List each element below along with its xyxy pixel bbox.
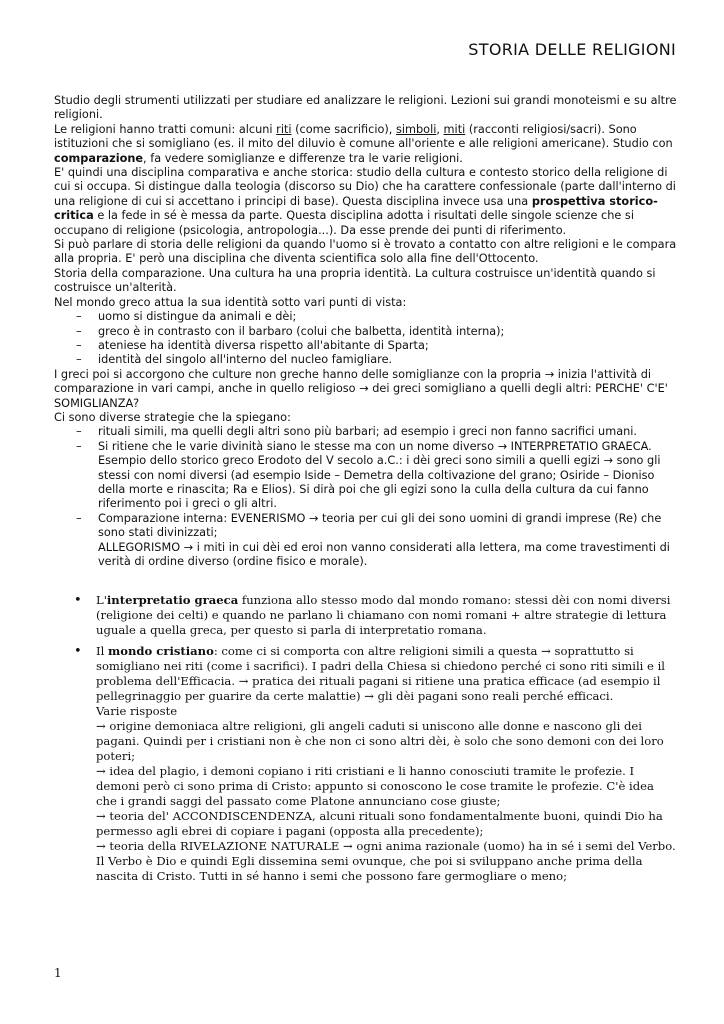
text-run: e la fede in sé è messa da parte. Questa disciplina adotta i risultati delle singole scienze che si occupano di religione (psicologia, antropologia...). Da esse prende dei punti di riferimento. — [54, 209, 634, 237]
text-run: (come sacrificio), — [291, 122, 396, 136]
text-run: , fa vedere somiglianze e differenze tra le varie religioni. — [143, 151, 463, 165]
greek-identity-list — [54, 310, 678, 368]
text-run: (racconti religiosi/sacri). Sono istituzioni che si somigliano (es. il mito del diluvio è comune all'oriente e alle religioni americane). Studio con — [54, 122, 673, 151]
text-line: → idea del plagio, i demoni copiano i riti cristiani e li hanno conosciuti tramite le profezie. I demoni però ci sono prima di Cristo: appunto si conoscono le cose tramite le profezie. C'è idea che i grandi saggi del passato come Platone annunciano cose giuste; — [96, 764, 654, 809]
bullet-item-mondo-cristiano — [74, 644, 678, 884]
text-line: Varie risposte — [96, 704, 178, 719]
list-item — [76, 425, 678, 439]
list-item — [76, 511, 678, 570]
intro-paragraph-3 — [54, 166, 678, 238]
bullet-marker: • — [74, 644, 82, 660]
bullet-item-interpretatio — [74, 593, 678, 638]
bold-prospettiva: prospettiva storico-critica — [54, 194, 658, 223]
dash-marker: – — [76, 338, 82, 352]
list-item-text: uomo si distingue da animali e dèi; — [98, 310, 297, 324]
list-item-text: identità del singolo all'interno del nucleo famigliare. — [98, 353, 393, 367]
underlined-simboli: simboli — [395, 122, 437, 136]
document-header-title: STORIA DELLE RELIGIONI — [468, 40, 676, 59]
text-run: Le religioni hanno tratti comuni: alcuni — [54, 122, 277, 136]
text-run: : come ci si comporta con altre religioni simili a questa → soprattutto si somigliano nei riti (come i sacrifici). I padri della Chiesa si chiedono perché ci sono riti simili e il problema dell'Efficacia. → pratica dei rituali pagani si ritiene una pratica efficace (ad esempio il pellegrinaggio per guarire da certe malattie) → gli dèi pagani sono reali perché efficaci. — [96, 644, 666, 704]
list-item-text: rituali simili, ma quelli degli altri sono più barbari; ad esempio i greci non fanno sacrifici umani. — [98, 425, 638, 439]
dash-marker: – — [76, 511, 82, 525]
dash-marker: – — [76, 353, 82, 367]
list-item — [76, 353, 678, 367]
intro-paragraph-1: Studio degli strumenti utilizzati per studiare ed analizzare le religioni. Lezioni sui grandi monoteismi e su altre religioni. — [54, 94, 677, 122]
intro-paragraph-6: Nel mondo greco attua la sua identità sotto vari punti di vista: — [54, 295, 407, 309]
text-line: → teoria del' ACCONDISCENDENZA, alcuni rituali sono fondamentalmente buoni, quindi Dio ha permesso agli ebrei di copiare i pagani (opposta alla precedente); — [96, 809, 663, 839]
intro-paragraph-4: Si può parlare di storia delle religioni da quando l'uomo si è trovato a contatto con altre religioni e le compara alla propria. E' però una disciplina che diventa scientifica solo alla fine dell'Ottocento. — [54, 238, 677, 266]
dash-marker: – — [76, 324, 82, 338]
document-body — [54, 94, 678, 890]
bold-interpretatio-graeca: interpretatio graeca — [106, 593, 239, 608]
list-item-text: ateniese ha identità diversa rispetto all'abitante di Sparta; — [98, 338, 429, 352]
text-run: funziona allo stesso modo dal mondo romano: stessi dèi con nomi diversi (religione dei celti) e quando ne parlano li chiamano con nomi romani + altre strategie di lettura uguale a quella greca, per questo si parla di interpretatio romana. — [96, 593, 671, 638]
strategies-intro: Ci sono diverse strategie che la spiegano: — [54, 410, 291, 424]
bold-comparazione: comparazione — [54, 151, 144, 165]
text-line: → origine demoniaca altre religioni, gli angeli caduti si uniscono alle donne e nascono gli dei pagani. Quindi per i cristiani non è che non ci sono altri dèi, è solo che sono demoni con dei loro poteri; — [96, 719, 664, 764]
text-run: E' quindi una disciplina comparativa e anche storica: studio della cultura e contesto storico della religione di cui si occupa. Si distingue dalla teologia (discorso su Dio) che ha carattere confessionale (parte dall'interno di una religione di cui si accettano i principi di base). Questa disciplina invece usa una — [54, 166, 676, 208]
list-item-text: Comparazione interna: EVENERISMO → teoria per cui gli dei sono uomini di grandi imprese (Re) che sono stati divinizzati; — [98, 511, 662, 540]
dash-marker: – — [76, 310, 82, 324]
text-run: L' — [96, 593, 107, 608]
list-item — [76, 439, 678, 512]
underlined-riti: riti — [276, 122, 292, 136]
list-item — [76, 310, 678, 324]
strategies-list — [54, 425, 678, 569]
dash-marker: – — [76, 425, 82, 439]
text-line: → teoria della RIVELAZIONE NATURALE → ogni anima razionale (uomo) ha in sé i semi del Verbo. Il Verbo è Dio e quindi Egli dissemina semi ovunque, che poi si sviluppano anche prima della nascita di Cristo. Tutti in sé hanno i semi che possono fare germogliare o meno; — [96, 839, 676, 884]
list-item-text: Si ritiene che le varie divinità siano le stesse ma con un nome diverso → INTERPRETATIO GRAECA. Esempio dello storico greco Erodoto del V secolo a.C.: i dèi greci sono simili a quelli egizi → sono gli stessi con nomi diversi (ad esempio Iside – Demetra della coltivazione del grano; Osiride – Dioniso della morte e rinascita; Ra e Elios). Si dirà poi che gli egizi sono la culla della cultura da cui fanno riferimento poi i greci o gli altri. — [98, 439, 661, 511]
text-run: , — [436, 122, 444, 136]
bullet-list — [54, 593, 678, 884]
spacer — [54, 569, 678, 593]
list-item-text: ALLEGORISMO → i miti in cui dèi ed eroi non vanno considerati alla lettera, ma come travestimenti di verità di ordine diverso (ordine fisico e morale). — [98, 540, 670, 568]
intro-paragraph-2 — [54, 123, 678, 166]
intro-paragraph-5: Storia della comparazione. Una cultura ha una propria identità. La cultura costruisce un'identità quando si costruisce un'alterità. — [54, 266, 656, 295]
bullet-marker: • — [74, 593, 82, 609]
similarity-paragraph: I greci poi si accorgono che culture non greche hanno delle somiglianze con la propria → inizia l'attività di comparazione in vari campi, anche in quello religioso → dei greci somigliano a quelli degli altri: PERCHE' C'E' SOMIGLIANZA? — [54, 367, 668, 410]
list-item — [76, 338, 678, 353]
dash-marker: – — [76, 439, 82, 453]
text-run: Il — [96, 644, 108, 659]
bold-mondo-cristiano: mondo cristiano — [107, 644, 214, 659]
list-item — [76, 324, 678, 339]
list-item-text: greco è in contrasto con il barbaro (colui che balbetta, identità interna); — [98, 324, 505, 338]
underlined-miti: miti — [443, 122, 466, 136]
page-number: 1 — [54, 966, 62, 980]
